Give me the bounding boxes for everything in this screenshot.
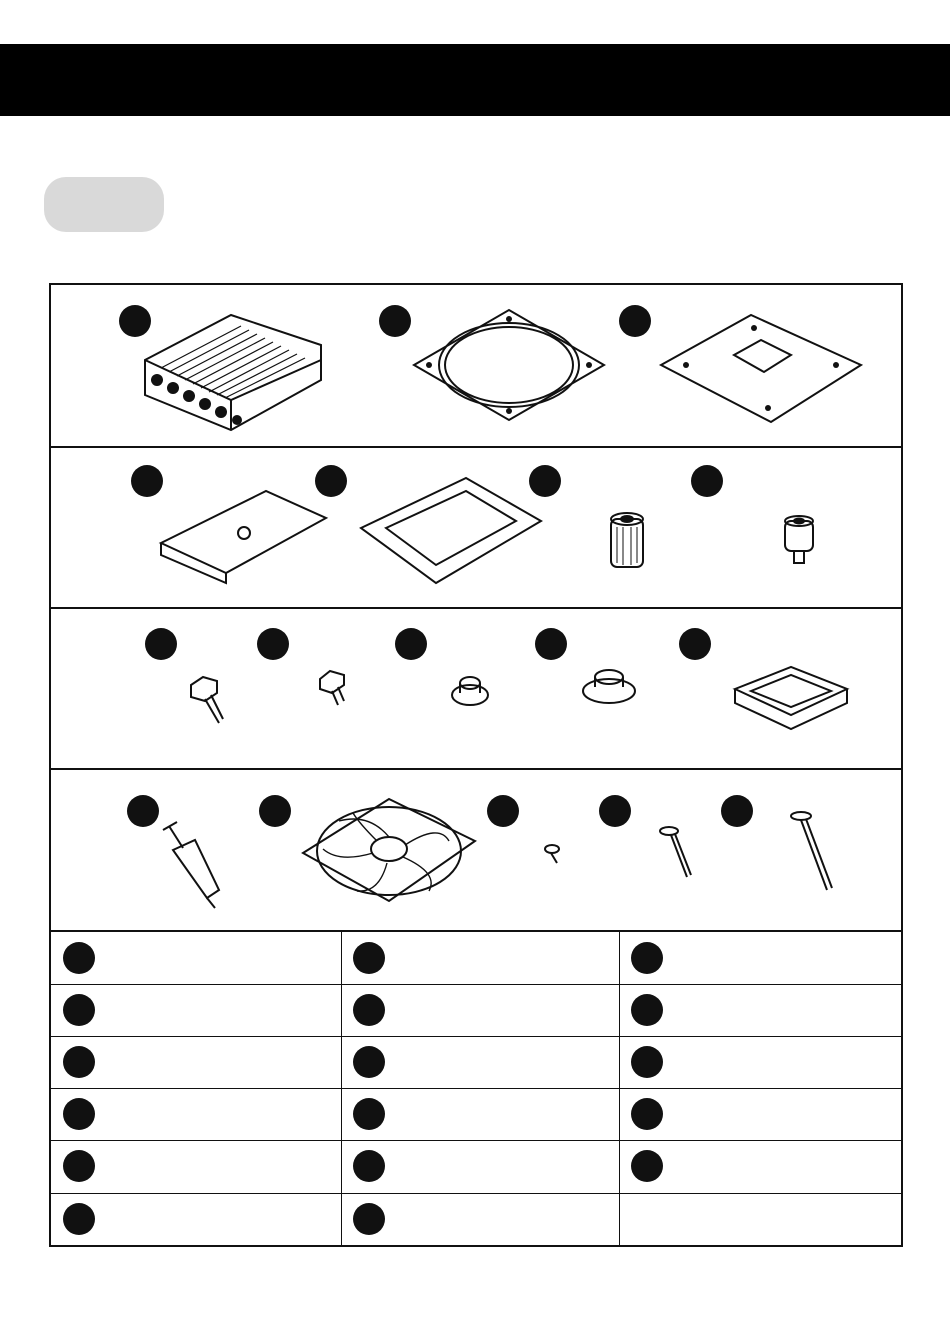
part-number-badge xyxy=(353,1150,385,1182)
part-number-badge xyxy=(487,795,519,827)
part-number-badge xyxy=(631,1098,663,1130)
heatsink-illustration xyxy=(131,300,361,440)
part-number-badge xyxy=(353,994,385,1026)
table-cell xyxy=(51,1193,341,1245)
table-cell xyxy=(341,984,619,1036)
part-number-badge xyxy=(63,994,95,1026)
intel-bracket-illustration xyxy=(156,483,331,583)
table-cell xyxy=(619,1088,901,1140)
part-number-badge xyxy=(259,795,291,827)
hex-screw-short-illustration xyxy=(316,669,350,707)
table-cell xyxy=(619,984,901,1036)
amd-bracket-illustration xyxy=(356,473,546,588)
part-number-badge xyxy=(619,305,651,337)
part-number-badge xyxy=(63,1098,95,1130)
part-number-badge xyxy=(529,465,561,497)
part-number-badge xyxy=(631,994,663,1026)
table-cell xyxy=(51,1036,341,1088)
part-number-badge xyxy=(353,1203,385,1235)
part-number-badge xyxy=(679,628,711,660)
table-cell xyxy=(619,932,901,984)
part-number-badge xyxy=(63,1046,95,1078)
backplate-illustration xyxy=(656,310,866,430)
small-rubber-washer-illustration xyxy=(449,673,491,709)
thermal-paste-syringe-illustration xyxy=(161,820,231,912)
row-divider xyxy=(51,607,901,609)
row-divider xyxy=(51,768,901,770)
part-number-badge xyxy=(721,795,753,827)
part-number-badge xyxy=(63,1150,95,1182)
table-cell xyxy=(341,1193,619,1245)
part-number-badge xyxy=(127,795,159,827)
large-rubber-washer-illustration xyxy=(579,663,639,707)
part-number-badge xyxy=(63,1203,95,1235)
table-cell xyxy=(619,1140,901,1192)
row-divider xyxy=(51,446,901,448)
table-cell xyxy=(619,1193,901,1245)
table-cell xyxy=(51,1088,341,1140)
long-screw-illustration xyxy=(789,810,839,894)
part-number-badge xyxy=(631,1046,663,1078)
header-bar xyxy=(0,44,950,116)
part-number-badge xyxy=(631,1150,663,1182)
table-cell xyxy=(51,984,341,1036)
table-cell xyxy=(341,1088,619,1140)
table-cell xyxy=(51,932,341,984)
part-number-badge xyxy=(599,795,631,827)
table-cell xyxy=(341,932,619,984)
long-standoff-illustration xyxy=(607,511,647,571)
part-number-badge xyxy=(395,628,427,660)
part-number-badge xyxy=(63,942,95,974)
table-cell xyxy=(619,1036,901,1088)
medium-screw-illustration xyxy=(659,825,695,881)
short-standoff-illustration xyxy=(781,515,817,567)
table-cell xyxy=(341,1140,619,1192)
part-number-badge xyxy=(379,305,411,337)
part-number-badge xyxy=(353,942,385,974)
cpu-spacer-frame-illustration xyxy=(731,663,851,733)
hex-screw-long-illustration xyxy=(187,675,227,727)
part-number-badge xyxy=(315,465,347,497)
part-number-badge xyxy=(257,628,289,660)
part-number-badge xyxy=(535,628,567,660)
table-cell xyxy=(341,1036,619,1088)
parts-list-table xyxy=(51,932,901,1245)
fan-mount-frame-illustration xyxy=(409,305,609,425)
part-number-badge xyxy=(631,942,663,974)
small-screw-illustration xyxy=(543,843,565,865)
parts-illustration-frame xyxy=(49,283,903,1247)
part-number-badge xyxy=(145,628,177,660)
fan-illustration xyxy=(299,793,479,905)
part-number-badge xyxy=(353,1046,385,1078)
table-cell xyxy=(51,1140,341,1192)
part-number-badge xyxy=(353,1098,385,1130)
section-title-pill xyxy=(44,177,164,232)
part-number-badge xyxy=(691,465,723,497)
